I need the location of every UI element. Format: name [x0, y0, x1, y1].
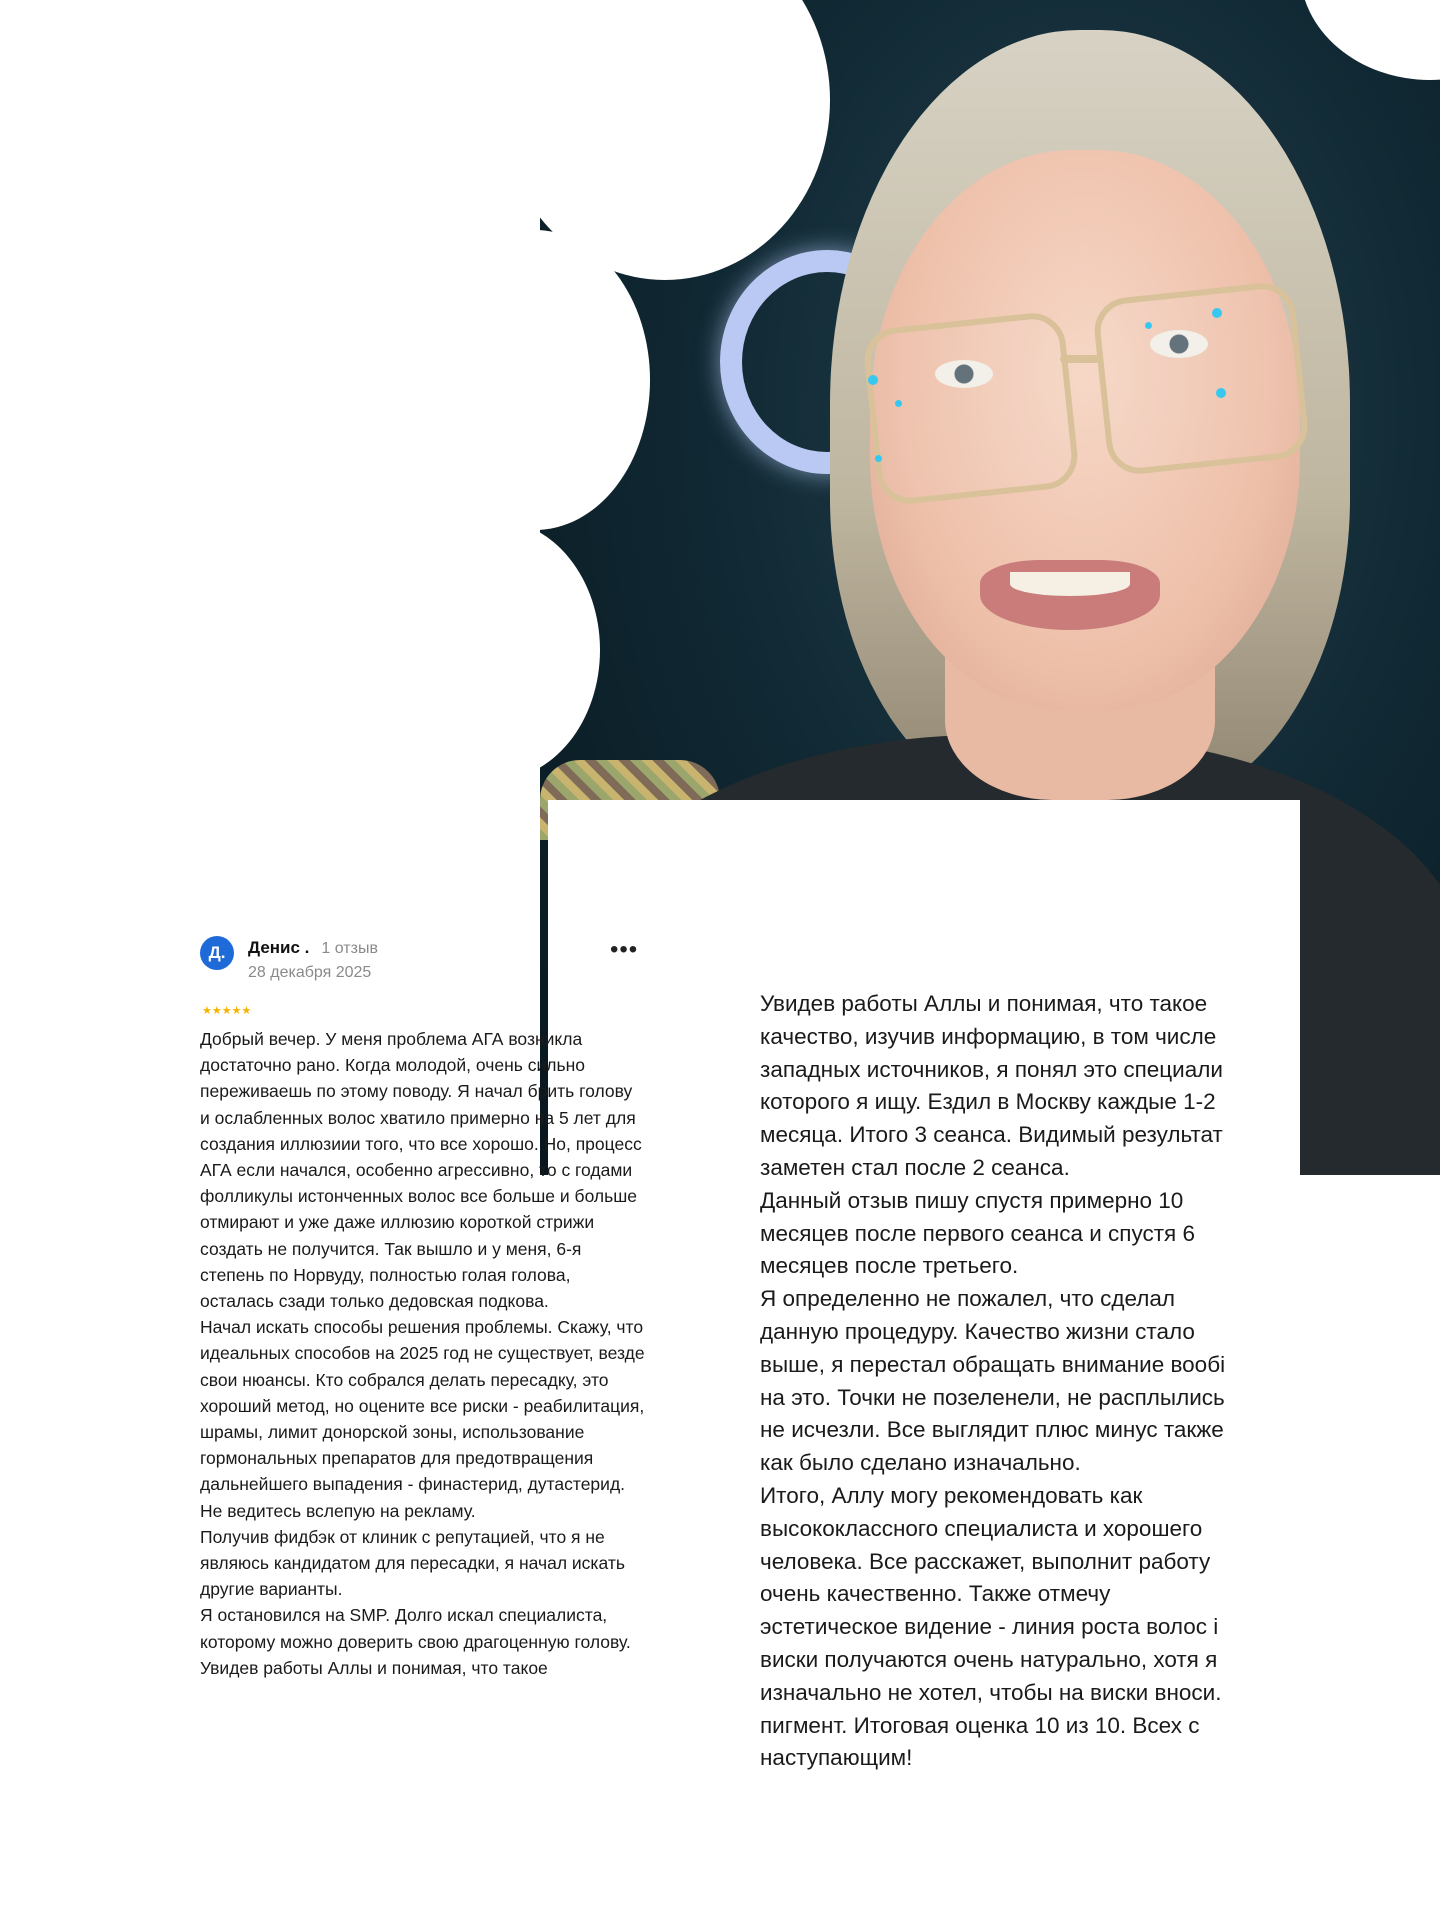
continuation-line: месяца. Итого 3 сеанса. Видимый результат [760, 1122, 1223, 1148]
continuation-line: виски получаются очень натурально, хотя я [760, 1646, 1218, 1672]
continuation-line: западных источников, я понял это специали [760, 1056, 1223, 1082]
light-reflection [1145, 322, 1152, 329]
continuation-line: человека. Все расскажет, выполнит работу [760, 1548, 1211, 1574]
continuation-line: пигмент. Итоговая оценка 10 из 10. Всех с [760, 1712, 1200, 1738]
continuation-line: как было сделано изначально. [760, 1450, 1081, 1476]
glasses-right-lens [1091, 280, 1310, 477]
author-name[interactable]: Денис . [248, 938, 310, 957]
light-reflection [1216, 388, 1226, 398]
continuation-line: заметен стал после 2 сеанса. [760, 1154, 1070, 1180]
continuation-line: Данный отзыв пишу спустя примерно 10 [760, 1187, 1184, 1213]
rating-stars: ★★★★★ [202, 1005, 252, 1017]
continuation-line: высококлассного специалиста и хорошего [760, 1515, 1203, 1541]
more-dots-icon[interactable]: ••• [610, 936, 639, 963]
teeth [1010, 572, 1130, 596]
author-line [248, 938, 378, 958]
light-reflection [868, 375, 878, 385]
continuation-line: на это. Точки не позеленели, не расплылись [760, 1384, 1225, 1410]
continuation-line: Итого, Аллу могу рекомендовать как [760, 1482, 1143, 1508]
review-text [200, 1026, 645, 1681]
glasses-left-lens [861, 310, 1080, 507]
review-date: 28 декабря 2025 [248, 964, 372, 981]
reviews-count[interactable]: 1 отзыв [321, 940, 378, 957]
light-reflection [875, 455, 882, 462]
review-continuation [760, 988, 1272, 1788]
review-paragraph: Получив фидбэк от клиник с репутацией, что я не являюсь кандидатом для пересадки, я начал искать другие варианты. [200, 1526, 625, 1600]
glasses-bridge [1060, 355, 1100, 363]
light-reflection [1212, 308, 1222, 318]
continuation-line: выше, я перестал обращать внимание вообі [760, 1351, 1226, 1377]
continuation-line: месяцев после первого сеанса и спустя 6 [760, 1220, 1195, 1246]
continuation-line: изначально не хотел, чтобы на виски вноси. [760, 1679, 1222, 1705]
continuation-line: очень качественно. Также отмечу [760, 1581, 1111, 1607]
light-reflection [895, 400, 902, 407]
review-card [200, 936, 650, 1790]
text-fade [200, 1768, 650, 1790]
continuation-line: Увидев работы Аллы и понимая, что такое [760, 991, 1208, 1016]
review-paragraph: Увидев работы Аллы и понимая, что такое [200, 1657, 548, 1678]
review-paragraph: Я остановился на SMP. Долго искал специалиста, которому можно доверить свою драгоценную голову. [200, 1605, 631, 1652]
review-paragraph: Начал искать способы решения проблемы. Скажу, что идеальных способов на 2025 год не существует, везде свои нюансы. Кто собрался делать пересадку, это хороший метод, но оцените все риски - реабилитация, шрамы, лимит донорской зоны, использование гормональных препаратов для предотвращения дальнейшего выпадения - финастерид, дутастерид. Не ведитесь вслепую на рекламу. [200, 1317, 645, 1521]
continuation-line: эстетическое видение - линия роста волос і [760, 1614, 1219, 1640]
continuation-line: Я определенно не пожалел, что сделал [760, 1286, 1176, 1312]
continuation-line: качество, изучив информацию, в том числе [760, 1023, 1217, 1049]
continuation-line: данную процедуру. Качество жизни стало [760, 1318, 1195, 1344]
continuation-line: месяцев после третьего. [760, 1253, 1019, 1279]
avatar[interactable]: Д. [200, 936, 234, 970]
continuation-line: наступающим! [760, 1745, 913, 1771]
review-paragraph: Добрый вечер. У меня проблема АГА возникла достаточно рано. Когда молодой, очень сильно переживаешь по этому поводу. Я начал брить голову и ослабленных волос хватило примерно на 5 лет для создания иллюзиии того, что все хорошо. Но, процесс АГА если начался, особенно агрессивно, то с годами фолликулы истонченных волос все больше и больше отмирают и уже даже иллюзию короткой стрижи создать не получится. Так вышло и у меня, 6-я степень по Норвуду, полностью голая голова, осталась сзади только дедовская подкова. [200, 1029, 642, 1312]
continuation-line: не исчезли. Все выглядит плюс минус также [760, 1417, 1224, 1443]
continuation-line: которого я ищу. Ездил в Москву каждые 1-2 [760, 1089, 1216, 1115]
